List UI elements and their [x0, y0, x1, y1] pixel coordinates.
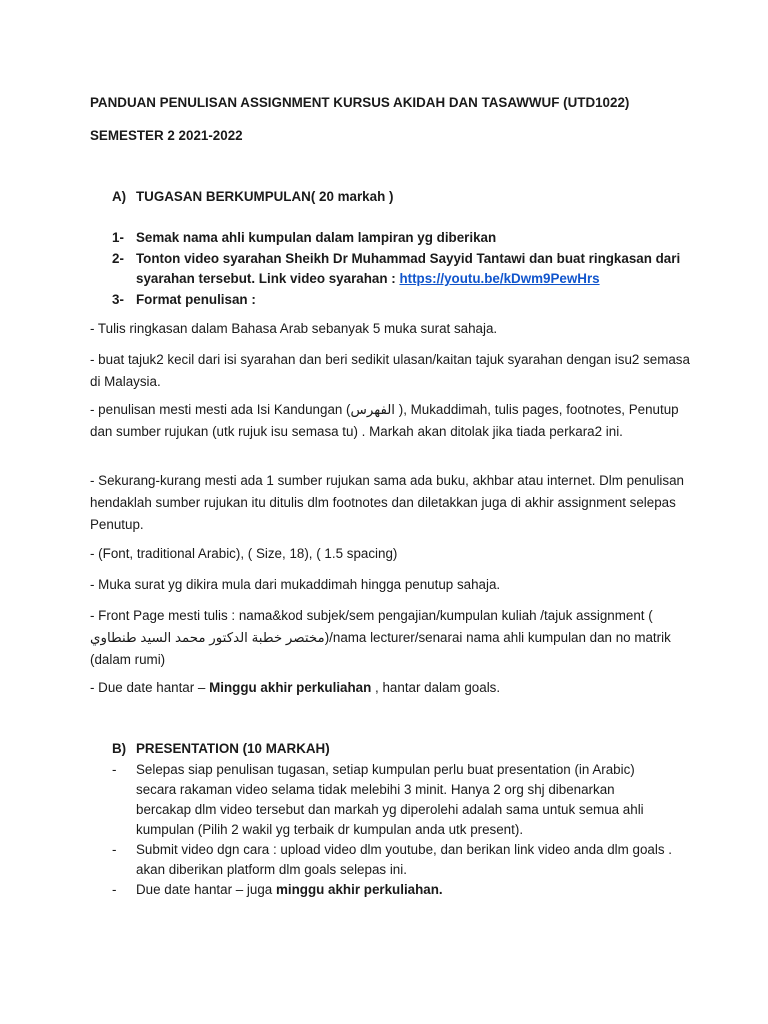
- note-7-text-b: )/nama lecturer/senarai nama ahli kumpulan dan no matrik (dalam rumi): [90, 630, 671, 667]
- section-a-marker: A): [112, 189, 127, 204]
- note-references: [90, 470, 690, 536]
- list-item: [112, 880, 672, 900]
- item-1-text: Semak nama ahli kumpulan dalam lampiran yg diberikan: [136, 230, 497, 245]
- note-7-text-a: - Front Page mesti tulis : nama&kod subjek/sem pengajian/kumpulan kuliah /tajuk assignment (: [90, 608, 653, 623]
- item-2-text-line1: Tonton video syarahan Sheikh Dr Muhammad Sayyid Tantawi dan buat ringkasan dari: [136, 251, 681, 266]
- section-b-bullet-list: [112, 760, 672, 900]
- document-title: PANDUAN PENULISAN ASSIGNMENT KURSUS AKIDAH DAN TASAWWUF (UTD1022): [90, 95, 630, 110]
- item-2-number: 2-: [112, 251, 124, 266]
- bullet-dash: -: [112, 842, 117, 857]
- note-contents: [90, 399, 690, 443]
- note-7-arabic: مختصر خطبة الدكتور محمد السيد طنطاوي: [90, 630, 325, 645]
- bullet-dash: -: [112, 882, 117, 897]
- item-3-number: 3-: [112, 292, 124, 307]
- bullet-1-text: Selepas siap penulisan tugasan, setiap kumpulan perlu buat presentation (in Arabic) secara rakaman video selama tidak melebihi 3 minit. Hanya 2 org shj dibenarkan bercakap dlm video tersebut dan markah yg diperolehi adalah sama untuk semua ahli kumpulan (Pilih 2 wakil yg terbaik dr kumpulan anda utk present).: [136, 762, 644, 837]
- note-8-text-b: , hantar dalam goals.: [371, 680, 501, 695]
- note-subheadings: [90, 349, 690, 393]
- item-1-number: 1-: [112, 230, 124, 245]
- bullet-dash: -: [112, 762, 117, 777]
- bullet-3-bold: minggu akhir perkuliahan.: [275, 882, 443, 897]
- note-8-bold: Minggu akhir perkuliahan: [209, 680, 372, 695]
- note-5-text: - (Font, traditional Arabic), ( Size, 18), ( 1.5 spacing): [90, 546, 398, 561]
- list-item: [112, 760, 672, 840]
- note-6-text: - Muka surat yg dikira mula dari mukaddimah hingga penutup sahaja.: [90, 577, 501, 592]
- note-font: [90, 543, 690, 565]
- note-2-text: - buat tajuk2 kecil dari isi syarahan dan beri sedikit ulasan/kaitan tajuk syarahan dengan isu2 semasa di Malaysia.: [90, 352, 690, 389]
- bullet-3-text: Due date hantar – juga: [136, 882, 276, 897]
- section-b-marker: B): [112, 741, 127, 756]
- note-page-count: [90, 574, 690, 596]
- list-item: [112, 840, 672, 880]
- section-a-heading: TUGASAN BERKUMPULAN( 20 markah ): [136, 189, 394, 204]
- section-b-heading: PRESENTATION (10 MARKAH): [136, 741, 330, 756]
- item-3-text: Format penulisan :: [136, 292, 256, 307]
- youtube-video-link[interactable]: https://youtu.be/kDwm9PewHrs: [399, 271, 600, 286]
- bullet-2-text: Submit video dgn cara : upload video dlm youtube, dan berikan link video anda dlm goals . akan diberikan platform dlm goals selepas ini.: [136, 842, 672, 877]
- note-front-page: [90, 605, 690, 671]
- item-2-text-line2: [136, 271, 600, 286]
- note-3-arabic: الفهرس: [350, 402, 396, 417]
- note-3-text-a: - penulisan mesti mesti ada Isi Kandungan (: [90, 402, 351, 417]
- note-8-text-a: - Due date hantar –: [90, 680, 210, 695]
- semester-label: SEMESTER 2 2021-2022: [90, 128, 243, 143]
- note-3-text-b: ), Mukaddimah, tulis pages, footnotes, Penutup dan sumber rujukan (utk rujuk isu semasa tu) . Markah akan ditolak jika tiada perkara2 ini.: [90, 402, 679, 439]
- note-summary-length: [90, 318, 690, 340]
- note-4-text: - Sekurang-kurang mesti ada 1 sumber rujukan sama ada buku, akhbar atau internet. Dlm penulisan hendaklah sumber rujukan itu ditulis dlm footnotes dan diletakkan juga di akhir assignment selepas Penutup.: [90, 473, 684, 532]
- note-1-text: - Tulis ringkasan dalam Bahasa Arab sebanyak 5 muka surat sahaja.: [90, 321, 498, 336]
- item-2-link-label: syarahan tersebut. Link video syarahan :: [136, 271, 400, 286]
- note-due-date: [90, 677, 690, 699]
